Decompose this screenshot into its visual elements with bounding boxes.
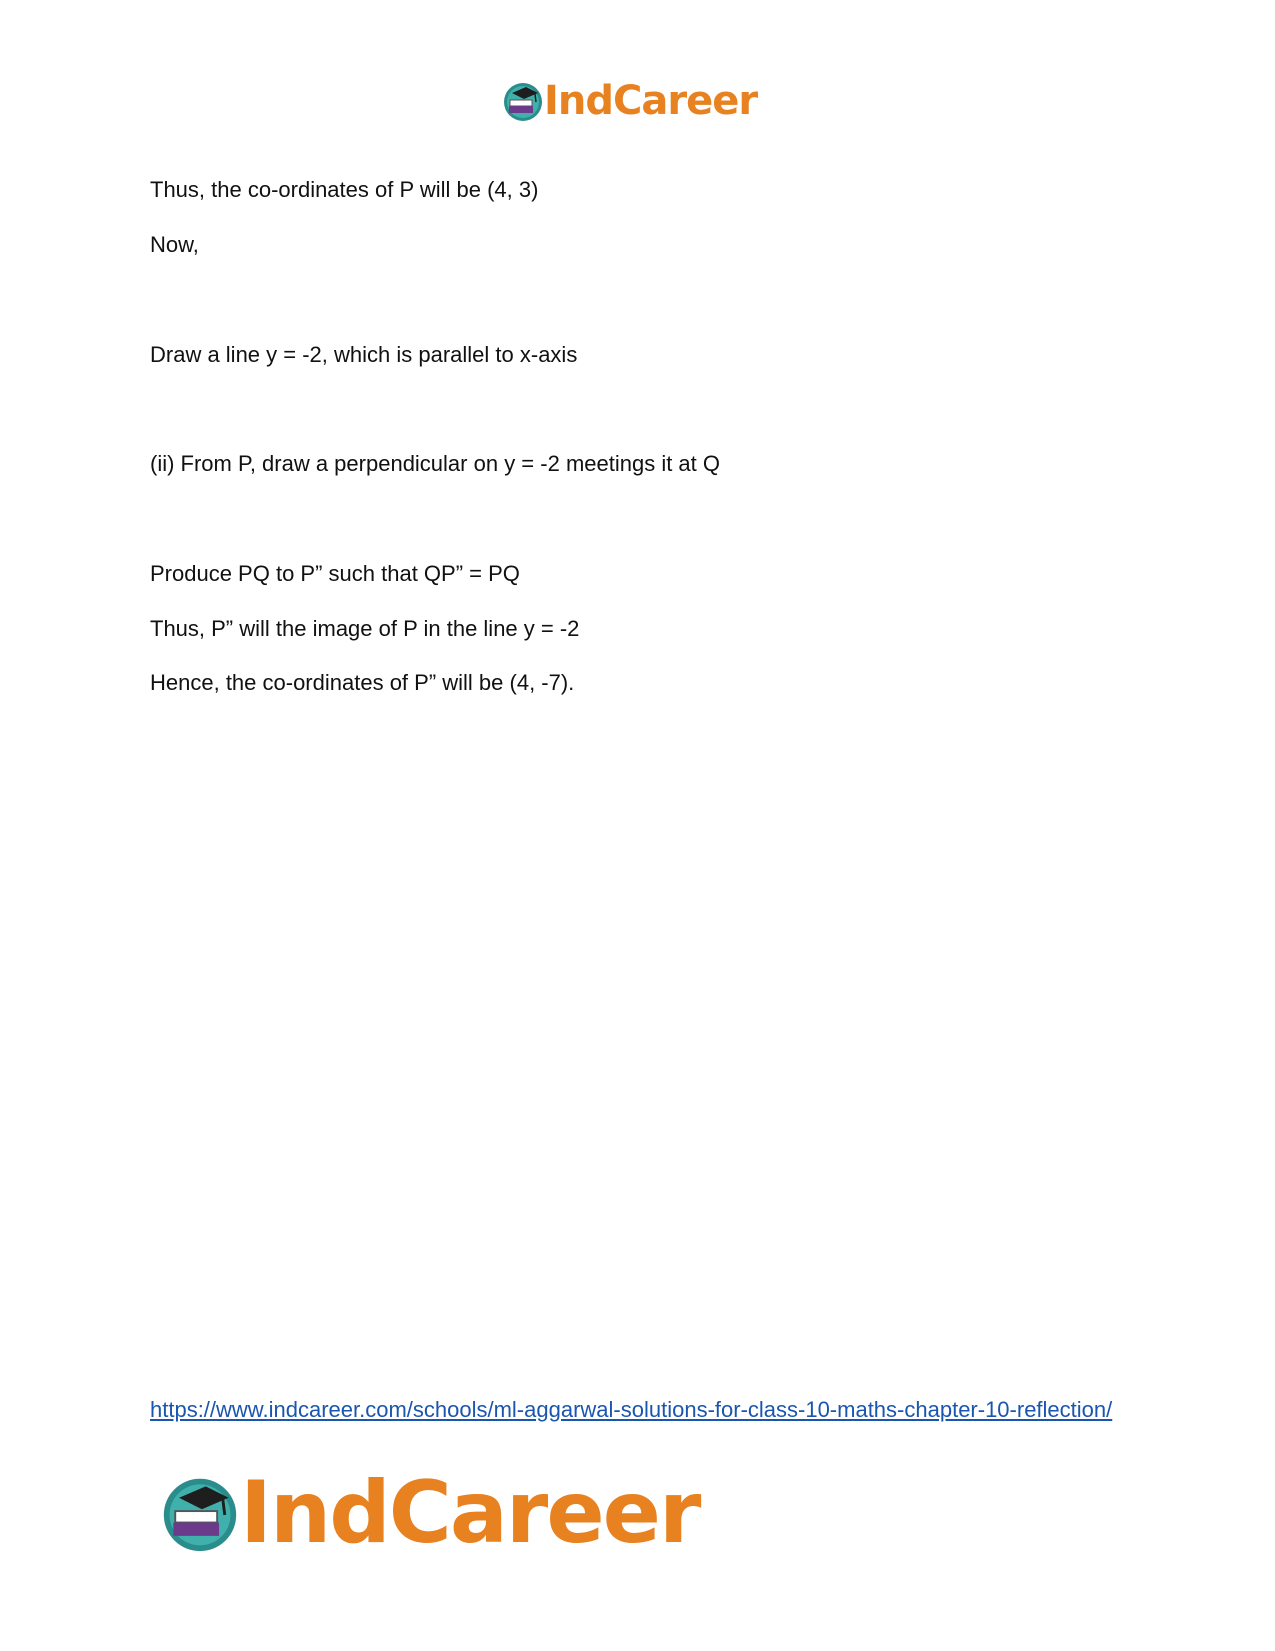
paragraph-produce-pq: Produce PQ to P” such that QP” = PQ [150, 561, 520, 586]
source-url-link[interactable]: https://www.indcareer.com/schools/ml-aggarwal-solutions-for-class-10-maths-chapter-10-reflection/ [150, 1397, 1113, 1422]
graduation-book-globe-icon [502, 80, 544, 122]
paragraph-image-of-p: Thus, P” will the image of P in the line y = -2 [150, 616, 580, 641]
footer-logo [160, 1463, 700, 1563]
paragraph-draw-line: Draw a line y = -2, which is parallel to x-axis [150, 342, 578, 367]
paragraph-coordinates-p: Thus, the co-ordinates of P will be (4, 3) [150, 177, 539, 202]
logo-text: IndCareer [544, 78, 758, 124]
paragraph-now: Now, [150, 232, 199, 257]
header-logo [502, 80, 757, 122]
graduation-book-globe-icon [160, 1473, 240, 1553]
paragraph-hence: Hence, the co-ordinates of P” will be (4, -7). [150, 670, 575, 695]
logo-text: IndCareer [240, 1463, 700, 1563]
paragraph-perpendicular: (ii) From P, draw a perpendicular on y = -2 meetings it at Q [150, 451, 721, 476]
